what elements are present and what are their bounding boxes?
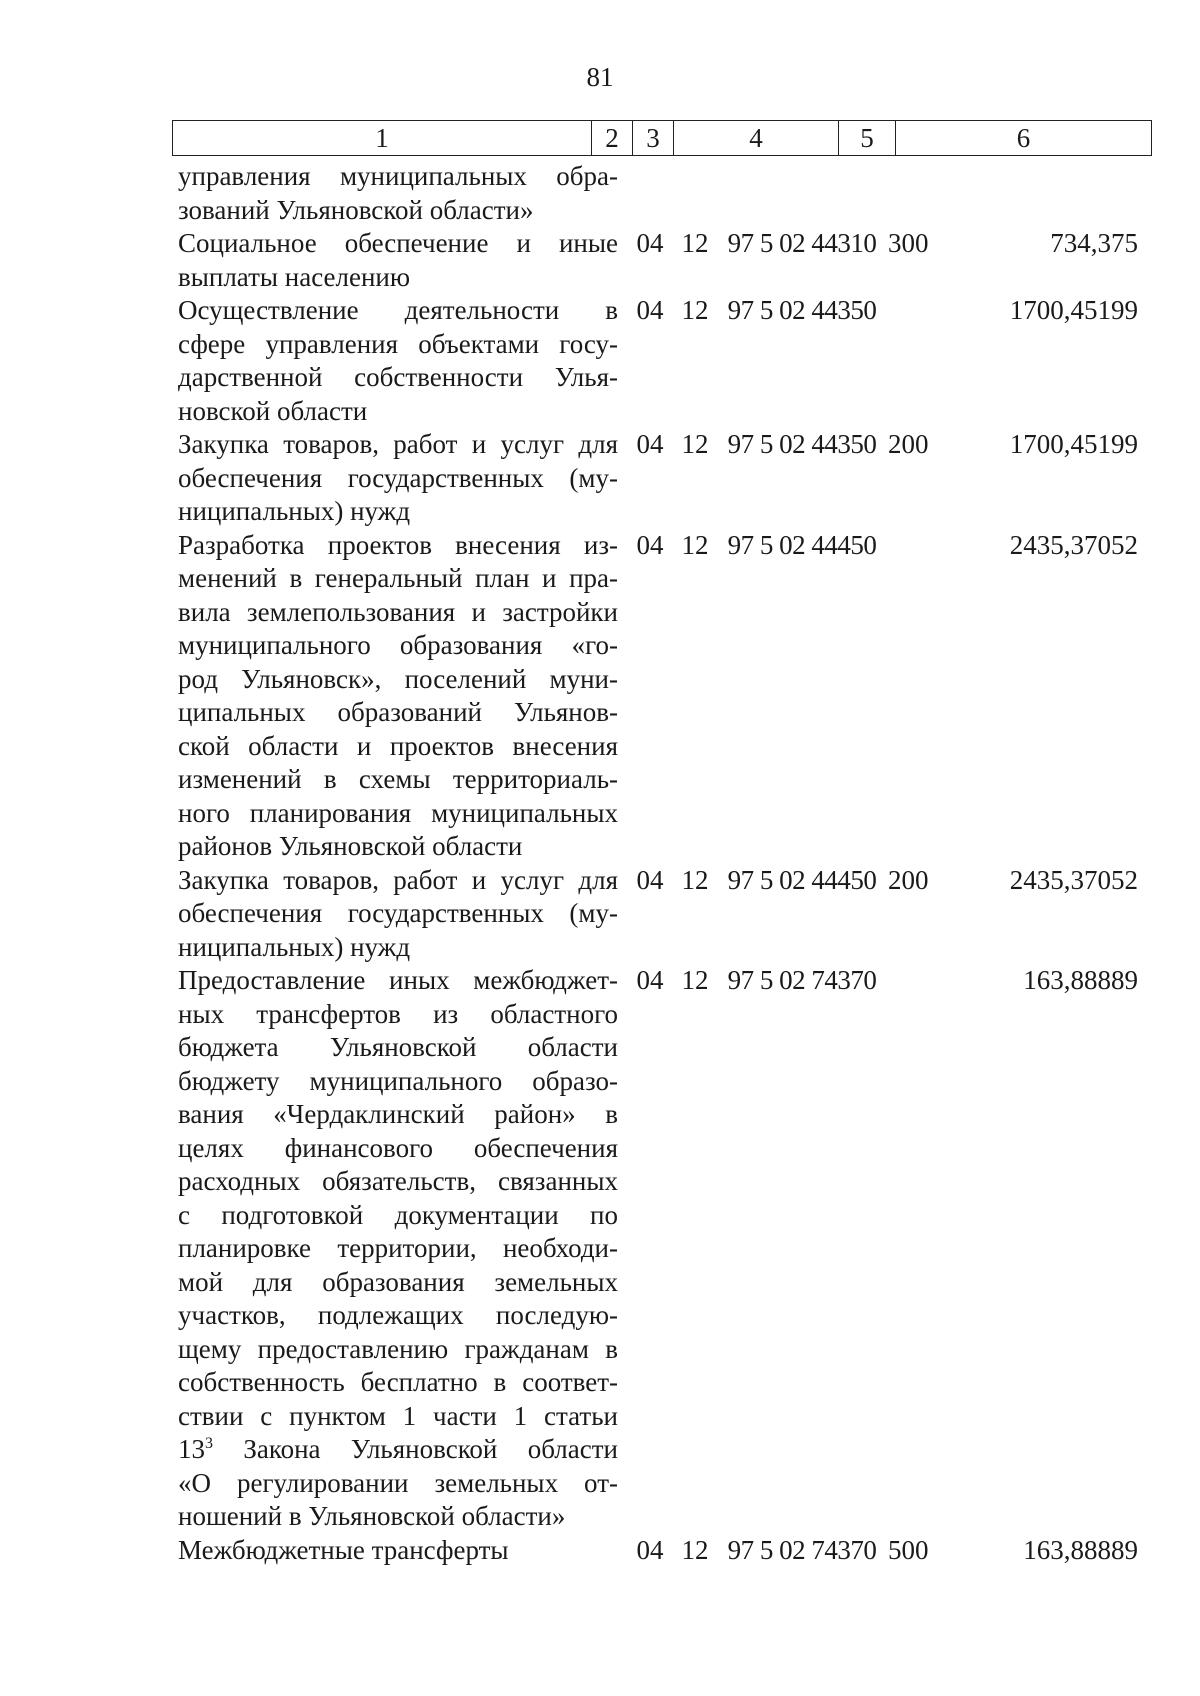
table-row xyxy=(178,227,1138,294)
row-name-line: ствии с пунктом 1 части 1 статьи xyxy=(178,1400,618,1431)
row-name-line: целях финансового обеспечения xyxy=(178,1132,618,1163)
row-name-line: изменений в схемы территориаль- xyxy=(178,764,618,794)
row-name-line: районов Ульяновской области xyxy=(178,831,523,861)
row-expense-type: 200 xyxy=(888,864,929,895)
row-section-code: 04 xyxy=(636,864,664,895)
header-col-5: 5 xyxy=(839,121,896,156)
row-name-line: участков, подлежащих последую- xyxy=(178,1300,618,1330)
table-row xyxy=(178,964,1138,1534)
row-target-article: 97 5 02 44310 xyxy=(727,228,877,258)
table-row xyxy=(178,294,1138,428)
row-name-line: вила землепользования и застройки xyxy=(178,596,618,627)
row-amount: 1700,45199 xyxy=(1009,429,1138,459)
table-row xyxy=(178,529,1138,864)
row-name-line: ных трансфертов из областного xyxy=(178,998,618,1029)
row-subsection-code: 12 xyxy=(681,228,709,258)
row-name-line: Осуществление деятельности в xyxy=(178,295,618,325)
table-row xyxy=(178,428,1138,529)
row-name-line: выплаты населению xyxy=(178,261,411,292)
row-name-line: собственность бесплатно в соответ- xyxy=(178,1367,618,1397)
row-name-line: бюджету муниципального образо- xyxy=(178,1065,618,1096)
row-name-line: бюджета Ульяновской области xyxy=(178,1032,618,1062)
row-section-code: 04 xyxy=(636,228,664,258)
header-col-2: 2 xyxy=(592,121,633,156)
row-name-line: Закупка товаров, работ и услуг для xyxy=(178,864,618,895)
row-subsection-code: 12 xyxy=(681,1534,709,1565)
column-header-table xyxy=(172,120,1152,156)
row-section-code: 04 xyxy=(636,295,664,325)
row-name-line: «О регулировании земельных от- xyxy=(178,1467,618,1498)
row-name-line: обеспечения государственных (му- xyxy=(178,462,618,493)
row-subsection-code: 12 xyxy=(681,965,709,995)
row-expense-type: 200 xyxy=(888,429,929,459)
table-row xyxy=(178,160,1138,227)
row-amount: 734,375 xyxy=(1050,228,1138,258)
row-name-line: ного планирования муниципальных xyxy=(178,797,618,828)
row-section-code: 04 xyxy=(636,429,664,459)
row-name-line: щему предоставлению гражданам в xyxy=(178,1333,618,1364)
row-name-line: новской области xyxy=(178,395,368,426)
row-name-line: Социальное обеспечение и иные xyxy=(178,228,618,258)
row-name-line: расходных обязательств, связанных xyxy=(178,1166,618,1196)
row-name xyxy=(178,1534,618,1568)
row-name-line: менений в генеральный план и пра- xyxy=(178,563,618,593)
row-name xyxy=(178,227,618,294)
row-name-line: ской области и проектов внесения xyxy=(178,730,618,761)
row-amount: 163,88889 xyxy=(1023,965,1138,995)
column-header-row xyxy=(173,121,1152,156)
table-row xyxy=(178,864,1138,965)
header-col-4: 4 xyxy=(674,121,839,156)
row-target-article: 97 5 02 74370 xyxy=(727,965,877,995)
header-col-1: 1 xyxy=(173,121,592,156)
row-name-line: обеспечения государственных (му- xyxy=(178,898,618,928)
row-subsection-code: 12 xyxy=(681,295,709,325)
row-name-line: с подготовкой документации по xyxy=(178,1199,618,1230)
row-name-line: сфере управления объектами госу- xyxy=(178,328,618,359)
row-expense-type: 300 xyxy=(888,228,929,258)
header-col-3: 3 xyxy=(633,121,674,156)
row-subsection-code: 12 xyxy=(681,529,709,560)
row-section-code: 04 xyxy=(636,529,664,560)
row-expense-type: 500 xyxy=(888,1534,929,1565)
row-subsection-code: 12 xyxy=(681,864,709,895)
row-subsection-code: 12 xyxy=(681,429,709,459)
row-name-line: ниципальных) нужд xyxy=(178,496,411,526)
table-row xyxy=(178,1534,1138,1568)
row-name-line: ниципальных) нужд xyxy=(178,931,411,962)
row-name-line: управления муниципальных обра- xyxy=(178,161,618,191)
row-name-line: мой для образования земельных xyxy=(178,1266,618,1297)
row-amount: 163,88889 xyxy=(1023,1534,1138,1565)
row-name-line: планировке территории, необходи- xyxy=(178,1233,618,1263)
row-name-line: зований Ульяновской области» xyxy=(178,194,534,225)
row-name-line: ципальных образований Ульянов- xyxy=(178,697,618,727)
row-amount: 2435,37052 xyxy=(1009,864,1138,895)
row-target-article: 97 5 02 44450 xyxy=(727,864,877,895)
row-target-article: 97 5 02 44350 xyxy=(727,429,877,459)
header-col-6: 6 xyxy=(896,121,1152,156)
row-name xyxy=(178,428,618,529)
row-name-line: Межбюджетные трансферты xyxy=(178,1534,509,1565)
row-name-line: Разработка проектов внесения из- xyxy=(178,529,618,560)
row-name xyxy=(178,160,618,227)
row-section-code: 04 xyxy=(636,965,664,995)
row-name-line: дарственной собственности Улья- xyxy=(178,362,618,392)
row-target-article: 97 5 02 44450 xyxy=(727,529,877,560)
row-name-line: $13^3$ Закона Ульяновской области xyxy=(178,1434,618,1464)
row-name-line: Закупка товаров, работ и услуг для xyxy=(178,429,618,459)
row-amount: 1700,45199 xyxy=(1009,295,1138,325)
row-name-line: ношений в Ульяновской области» xyxy=(178,1501,566,1531)
row-name xyxy=(178,529,618,864)
row-name xyxy=(178,964,618,1534)
page-number: 81 xyxy=(586,62,614,92)
row-name-line: Предоставление иных межбюджет- xyxy=(178,965,618,995)
row-amount: 2435,37052 xyxy=(1009,529,1138,560)
row-section-code: 04 xyxy=(636,1534,664,1565)
row-name-line: вания «Чердаклинский район» в xyxy=(178,1099,618,1129)
row-name xyxy=(178,294,618,428)
row-name-line: род Ульяновск», поселений муни- xyxy=(178,663,618,694)
row-target-article: 97 5 02 44350 xyxy=(727,295,877,325)
row-target-article: 97 5 02 74370 xyxy=(727,1534,877,1565)
row-name-line: муниципального образования «го- xyxy=(178,630,618,660)
budget-table-body xyxy=(178,160,1138,1567)
row-name xyxy=(178,864,618,965)
